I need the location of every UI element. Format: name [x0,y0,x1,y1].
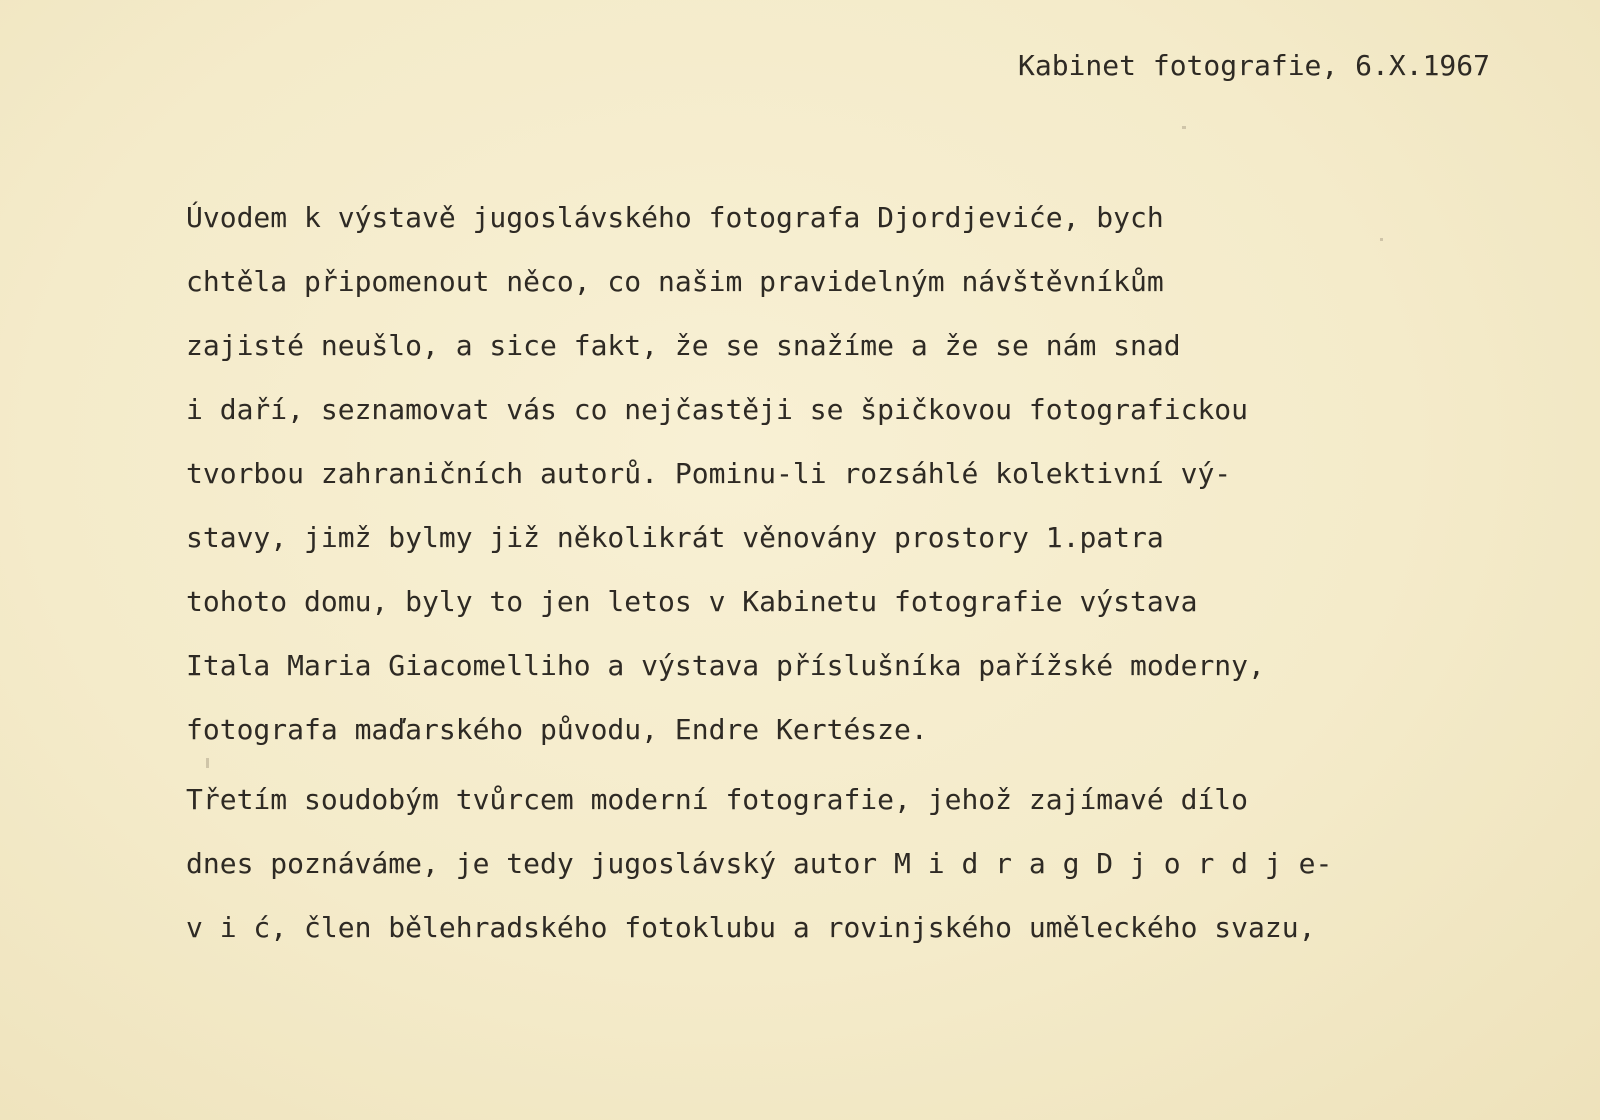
text-line: chtěla připomenout něco, co našim pravidelným návštěvníkům [186,265,1164,298]
text-line: Úvodem k výstavě jugoslávského fotografa Djordjeviće, bych [186,201,1164,234]
text-line: i daří, seznamovat vás co nejčastěji se špičkovou fotografickou [186,393,1249,426]
text-line: stavy, jimž bylmy již několikrát věnovány prostory 1.patra [186,521,1164,554]
text-line: dnes poznáváme, je tedy jugoslávský autor M i d r a g D j o r d j e- [186,847,1333,880]
paragraph-2 [186,768,1526,960]
text-line: fotografa maďarského původu, Endre Kertésze. [186,713,928,746]
header-place-date: Kabinet fotografie, 6.X.1967 [1017,49,1490,82]
paper-speck [206,758,209,768]
text-line: Itala Maria Giacomelliho a výstava příslušníka pařížské moderny, [186,649,1265,682]
paper-speck [1380,238,1383,241]
letter-body [186,186,1526,960]
paper-speck [1182,126,1186,129]
text-line: v i ć, člen bělehradského fotoklubu a rovinjského uměleckého svazu, [186,911,1316,944]
text-line: Třetím soudobým tvůrcem moderní fotografie, jehož zajímavé dílo [186,783,1249,816]
text-line: tohoto domu, byly to jen letos v Kabinetu fotografie výstava [186,585,1198,618]
text-line: zajisté neušlo, a sice fakt, že se snažíme a že se nám snad [186,329,1181,362]
paragraph-1 [186,186,1526,762]
text-line: tvorbou zahraničních autorů. Pominu-li rozsáhlé kolektivní vý- [186,457,1232,490]
